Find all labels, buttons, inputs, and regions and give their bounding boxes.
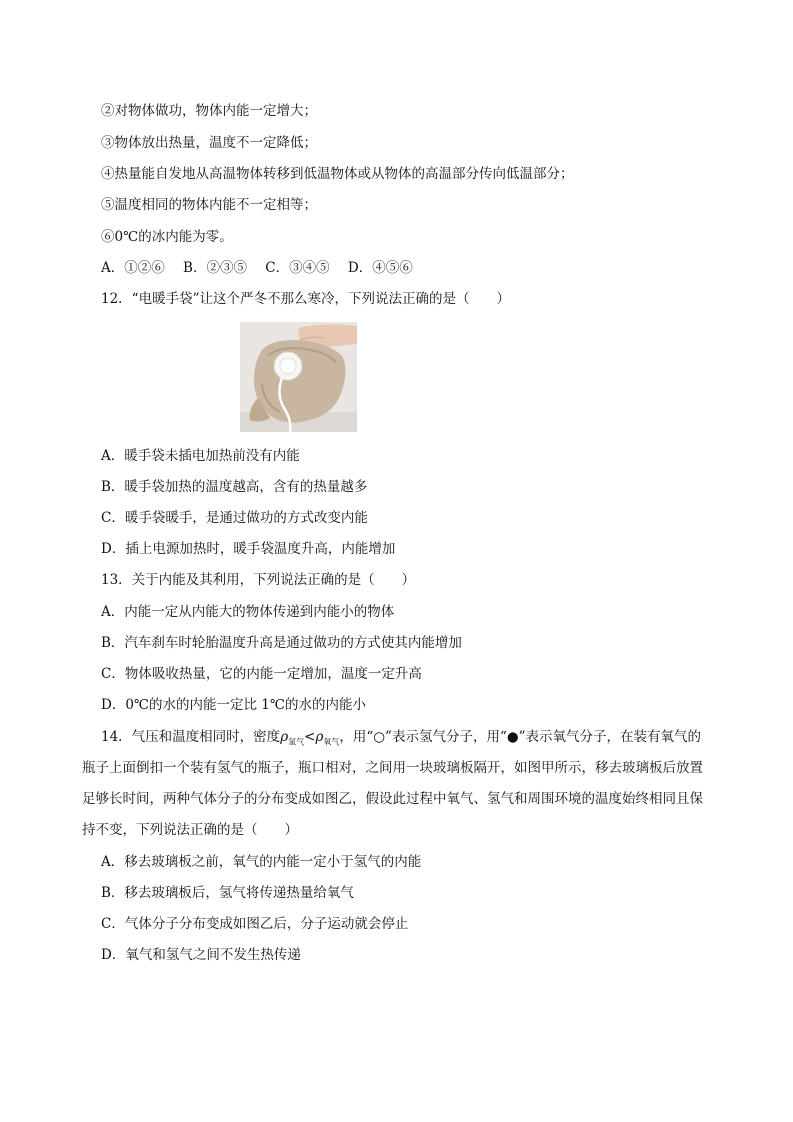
q14-stem-1b: ，用“○”表示氢气分子，用“●”表示氧气分子，在装有氧气的: [339, 729, 702, 745]
q14-stem-1a: 14．气压和温度相同时，密度: [101, 729, 281, 745]
q11-option-d[interactable]: D．④⑤⑥: [347, 260, 413, 276]
q14-stem-line-1: [101, 728, 701, 752]
rho-subscript-hydrogen: 氢气: [288, 737, 305, 747]
q11-statement-4: ④热量能自发地从高温物体转移到低温物体或从物体的高温部分传向低温部分；: [101, 166, 574, 182]
q12-option-c[interactable]: C．暖手袋暖手，是通过做功的方式改变内能: [101, 510, 368, 526]
q13-option-d[interactable]: D．0℃的水的内能一定比 1℃的水的内能小: [101, 697, 366, 713]
q14-option-c[interactable]: C．气体分子分布变成如图乙后，分子运动就会停止: [101, 916, 409, 932]
rho-subscript-oxygen: 氧气: [323, 737, 340, 747]
q12-option-b[interactable]: B．暖手袋加热的温度越高，含有的热量越多: [101, 479, 368, 495]
q12-option-a[interactable]: A．暖手袋未插电加热前没有内能: [101, 448, 300, 464]
q13-option-c[interactable]: C．物体吸收热量，它的内能一定增加，温度一定升高: [101, 666, 422, 682]
q11-statement-3: ③物体放出热量，温度不一定降低；: [101, 135, 317, 151]
q12-option-d[interactable]: D．插上电源加热时，暖手袋温度升高，内能增加: [101, 541, 396, 557]
q11-statement-5: ⑤温度相同的物体内能不一定相等；: [101, 197, 317, 213]
q14-option-b[interactable]: B．移去玻璃板后，氢气将传递热量给氧气: [101, 885, 354, 901]
q11-option-b[interactable]: B．②③⑤: [183, 260, 247, 276]
q11-option-c[interactable]: C．③④⑤: [265, 260, 330, 276]
hand-warmer-illustration: [240, 322, 357, 432]
q14-stem-line-2: 瓶子上面倒扣一个装有氢气的瓶子，瓶口相对，之间用一块玻璃板隔开，如图甲所示，移去玻璃板后放置: [82, 760, 703, 776]
q12-stem: 12．“电暖手袋”让这个严冬不那么寒冷，下列说法正确的是（ ）: [101, 291, 510, 307]
q11-options: [101, 259, 413, 277]
q14-option-d[interactable]: D．氧气和氢气之间不发生热传递: [101, 947, 301, 963]
q13-option-b[interactable]: B．汽车刹车时轮胎温度升高是通过做功的方式使其内能增加: [101, 635, 462, 651]
q14-stem-line-3: 足够长时间，两种气体分子的分布变成如图乙，假设此过程中氧气、氢气和周围环境的温度始终相同且保: [82, 791, 703, 807]
less-than-symbol: <: [304, 729, 316, 745]
q11-option-a[interactable]: A．①②⑥: [101, 260, 165, 276]
q13-stem: 13．关于内能及其利用，下列说法正确的是（ ）: [101, 572, 416, 588]
q11-statement-2: ②对物体做功，物体内能一定增大；: [101, 103, 317, 119]
q13-option-a[interactable]: A．内能一定从内能大的物体传递到内能小的物体: [101, 604, 395, 620]
q14-option-a[interactable]: A．移去玻璃板之前，氧气的内能一定小于氢气的内能: [101, 854, 422, 870]
q11-statement-6: ⑥0℃的冰内能为零。: [101, 229, 233, 245]
q14-stem-line-4: 持不变，下列说法正确的是（ ）: [82, 822, 298, 838]
rho-symbol-2: ρ: [315, 729, 324, 745]
hand-warmer-photo: [240, 322, 357, 432]
rho-symbol: ρ: [280, 729, 289, 745]
